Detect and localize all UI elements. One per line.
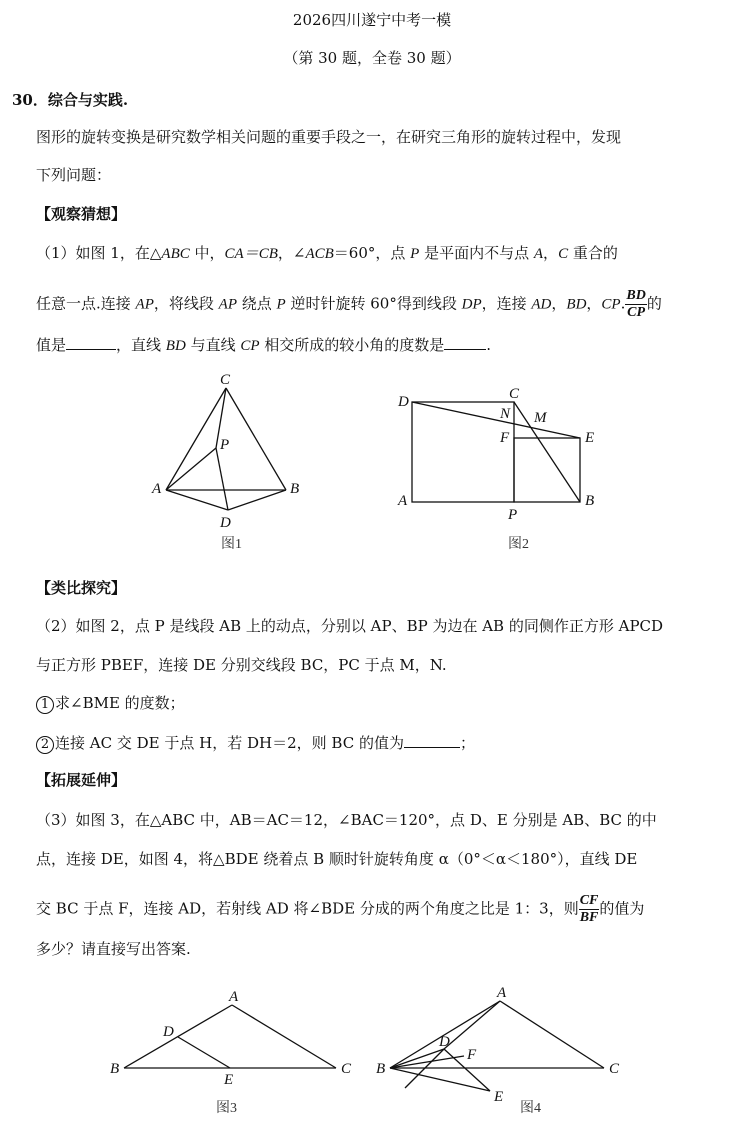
- question-heading: [12, 90, 128, 110]
- part3-line-3: 交 BC 于点 F，连接 AD，若射线 AD 将∠BDE 分成的两个角度之比是 1：3，则 $\frac{CF}{BF}$ 的值为: [36, 893, 645, 925]
- fig1-label-d: D: [220, 515, 231, 531]
- section-analogy-title: 【类比探究】: [36, 579, 127, 597]
- fig1-label-b: B: [290, 481, 300, 497]
- question-topic: 综合与实践.: [47, 91, 129, 109]
- fig3-label-c: C: [341, 1061, 352, 1077]
- fig1-label-c: C: [220, 372, 231, 388]
- figure-4: [376, 985, 620, 1116]
- fig2-label-m: M: [534, 410, 547, 426]
- figures-3-4: [0, 976, 744, 1122]
- answer-blank-bc[interactable]: [404, 731, 460, 748]
- fig4-label-a: A: [497, 985, 507, 1001]
- part3-line-2: 点，连接 DE，如图 4，将△BDE 绕着点 B 顺时针旋转角度 α（0°＜α＜180°），直线 DE: [36, 850, 638, 868]
- part3-line-4: 多少？请直接写出答案.: [36, 940, 191, 958]
- fig4-label-e: E: [494, 1089, 504, 1105]
- figure-3-caption: 图3: [216, 1101, 237, 1116]
- figure-2: [397, 386, 594, 552]
- fig3-label-a: A: [229, 989, 239, 1005]
- part1-line-3: 值是 ，直线 BD 与直线 CP 相交所成的较小角的度数是 .: [36, 333, 491, 356]
- item-2-marker: 2: [36, 736, 54, 754]
- figure-2-caption: 图2: [508, 537, 529, 552]
- part3-line-1: （3）如图 3，在△ABC 中，AB＝AC＝12，∠BAC＝120°，点 D、E 分别是 AB、BC 的中: [36, 811, 657, 829]
- fig2-label-c: C: [509, 386, 520, 402]
- fig4-label-c: C: [609, 1061, 620, 1077]
- fig4-label-f: F: [467, 1047, 477, 1063]
- part2-item-1: 1 求∠BME 的度数；: [36, 693, 185, 714]
- figure-3: [110, 989, 352, 1116]
- fig3-label-d: D: [163, 1024, 174, 1040]
- figures-1-2: [0, 360, 744, 560]
- fig2-label-b: B: [585, 493, 595, 509]
- question-number: 30．: [12, 91, 48, 109]
- fig3-label-b: B: [110, 1061, 120, 1077]
- section-extend-title: 【拓展延伸】: [36, 771, 127, 789]
- part2-item-2: 2 连接 AC 交 DE 于点 H，若 DH＝2，则 BC 的值为 ；: [36, 731, 475, 754]
- figure-1: [151, 372, 299, 552]
- answer-blank-angle[interactable]: [444, 333, 486, 350]
- fig2-label-e: E: [585, 430, 595, 446]
- figure-1-caption: 图1: [221, 537, 242, 552]
- fraction-cf-over-bf: $\frac{CF}{BF}$: [579, 893, 599, 925]
- part2-line-2: 与正方形 PBEF，连接 DE 分别交线段 BC，PC 于点 M，N.: [36, 656, 447, 674]
- part2-line-1: （2）如图 2，点 P 是线段 AB 上的动点，分别以 AP、BP 为边在 AB 的同侧作正方形 APCD: [36, 617, 664, 635]
- fig3-label-e: E: [224, 1072, 234, 1088]
- fig4-label-b: B: [376, 1061, 386, 1077]
- answer-blank-ratio[interactable]: [66, 333, 116, 350]
- part1-line-2: 任意一点.连接 AP，将线段 AP 绕点 P 逆时针旋转 60°得到线段 DP，连接 AD，BD，CP. $\frac{BD}{CP}$ 的: [36, 288, 662, 320]
- fig2-label-p: P: [508, 507, 518, 523]
- page-subtitle: （第 30 题，全卷 30 题）: [283, 49, 461, 67]
- fig4-label-d: D: [439, 1034, 450, 1050]
- fig2-label-n: N: [500, 406, 511, 422]
- fig2-label-d: D: [398, 394, 409, 410]
- figure-4-caption: 图4: [520, 1101, 541, 1116]
- fig2-label-a: A: [398, 493, 408, 509]
- intro-line-2: 下列问题：: [36, 166, 112, 184]
- section-observe-title: 【观察猜想】: [36, 205, 127, 223]
- part1-line-1: （1）如图 1，在△ABC 中，CA＝CB，∠ACB＝60°，点 P 是平面内不与点 A，C 重合的: [36, 244, 618, 262]
- page-title: 2026四川遂宁中考一模: [292, 11, 452, 29]
- fig2-label-f: F: [500, 430, 510, 446]
- fig1-label-a: A: [152, 481, 162, 497]
- intro-line-1: 图形的旋转变换是研究数学相关问题的重要手段之一，在研究三角形的旋转过程中，发现: [36, 128, 622, 146]
- item-1-marker: 1: [36, 696, 54, 714]
- fig1-label-p: P: [220, 437, 230, 453]
- fraction-bd-over-cp: $\frac{BD}{CP}$: [626, 288, 646, 320]
